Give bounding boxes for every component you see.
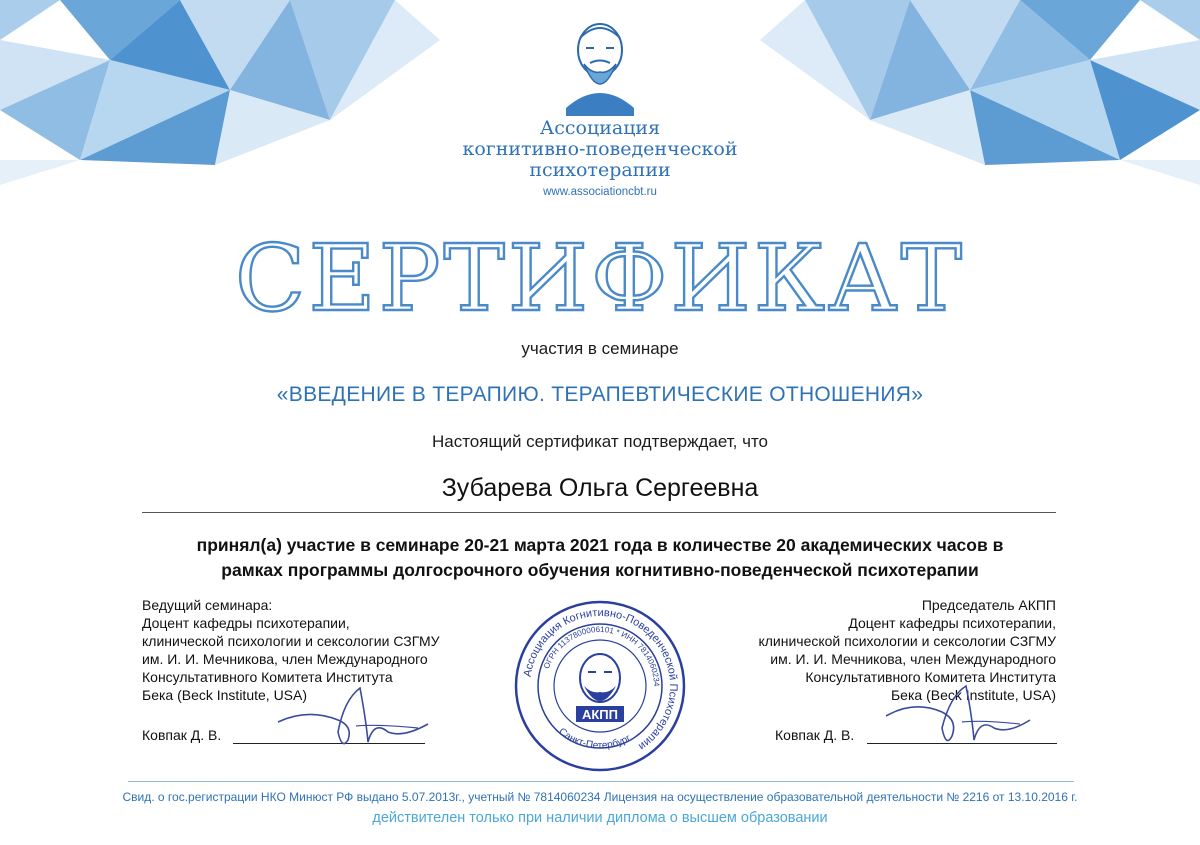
left-handwritten-signature xyxy=(268,680,438,755)
left-signatory-line5: Консультативного Комитета Института xyxy=(142,669,393,685)
recipient-name: Зубарева Ольга Сергеевна xyxy=(441,474,759,502)
left-triangle-decoration xyxy=(0,0,470,200)
stamp-registration-text: ОГРН 1137800006101 * ИНН 7814060234 xyxy=(542,624,662,687)
association-logo-icon xyxy=(556,8,644,116)
organization-stamp xyxy=(512,598,688,774)
right-signatory-line3: клинической психологии и сексологии СЗГМУ xyxy=(758,633,1056,649)
right-signatory-line4: им. И. И. Мечникова, член Международного xyxy=(770,651,1056,667)
left-signatory-line4: им. И. И. Мечникова, член Международного xyxy=(142,651,428,667)
footer-validity-note: действителен только при наличии диплома о высшем образовании xyxy=(372,810,828,826)
right-signatory-name: Ковпак Д. В. xyxy=(775,727,855,743)
stamp-center-label: АКПП xyxy=(581,707,619,722)
seminar-title: «ВВЕДЕНИЕ В ТЕРАПИЮ. ТЕРАПЕВТИЧЕСКИЕ ОТНОШЕНИЯ» xyxy=(276,383,924,406)
participation-line2: рамках программы долгосрочного обучения когнитивно-поведенческой психотерапии xyxy=(221,560,979,580)
footer-registration-text: Свид. о гос.регистрации НКО Минюст РФ выдано 5.07.2013г., учетный № 7814060234 Лицензия на осуществление образовательной деятельности № 2216 от 13.10.2016 г. xyxy=(122,790,1078,804)
right-handwritten-signature xyxy=(880,678,1040,753)
certificate-title: СЕРТИФИКАТ xyxy=(235,225,965,332)
left-signatory-line1: Ведущий семинара: xyxy=(142,597,273,613)
participation-line1: принял(а) участие в семинаре 20-21 марта 2021 года в количестве 20 академических часов в xyxy=(196,535,1004,555)
stamp-city-text: Санкт-Петербург xyxy=(556,726,633,752)
association-name xyxy=(420,118,780,181)
association-url: www.associationcbt.ru xyxy=(543,186,657,198)
right-signatory-line1: Председатель АКПП xyxy=(921,597,1056,613)
participation-statement xyxy=(120,533,1080,583)
certificate-subtitle: участия в семинаре xyxy=(521,339,679,358)
left-signatory-line2: Доцент кафедры психотерапии, xyxy=(142,615,350,631)
left-signatory-line6: Бека (Beck Institute, USA) xyxy=(142,687,308,703)
right-signatory-line2: Доцент кафедры психотерапии, xyxy=(848,615,1056,631)
stamp-ring-text: Ассоциация Когнитивно-Поведенческой Психотерапии xyxy=(521,606,680,753)
association-name-line1: Ассоциация xyxy=(539,117,661,139)
right-signatory-line5: Консультативного Комитета Института xyxy=(805,669,1056,685)
left-signatory-name: Ковпак Д. В. xyxy=(142,727,222,743)
right-triangle-decoration xyxy=(730,0,1200,200)
association-name-line3: психотерапии xyxy=(529,159,671,181)
recipient-underline xyxy=(142,512,1056,513)
association-name-line2: когнитивно-поведенческой xyxy=(462,138,738,160)
confirmation-text: Настоящий сертификат подтверждает, что xyxy=(431,432,769,451)
right-signatory-line6: Бека (Beck Institute, USA) xyxy=(890,687,1056,703)
left-signatory-line3: клинической психологии и сексологии СЗГМУ xyxy=(142,633,440,649)
footer-divider xyxy=(128,781,1074,782)
svg-text:Санкт-Петербург xyxy=(556,726,633,751)
